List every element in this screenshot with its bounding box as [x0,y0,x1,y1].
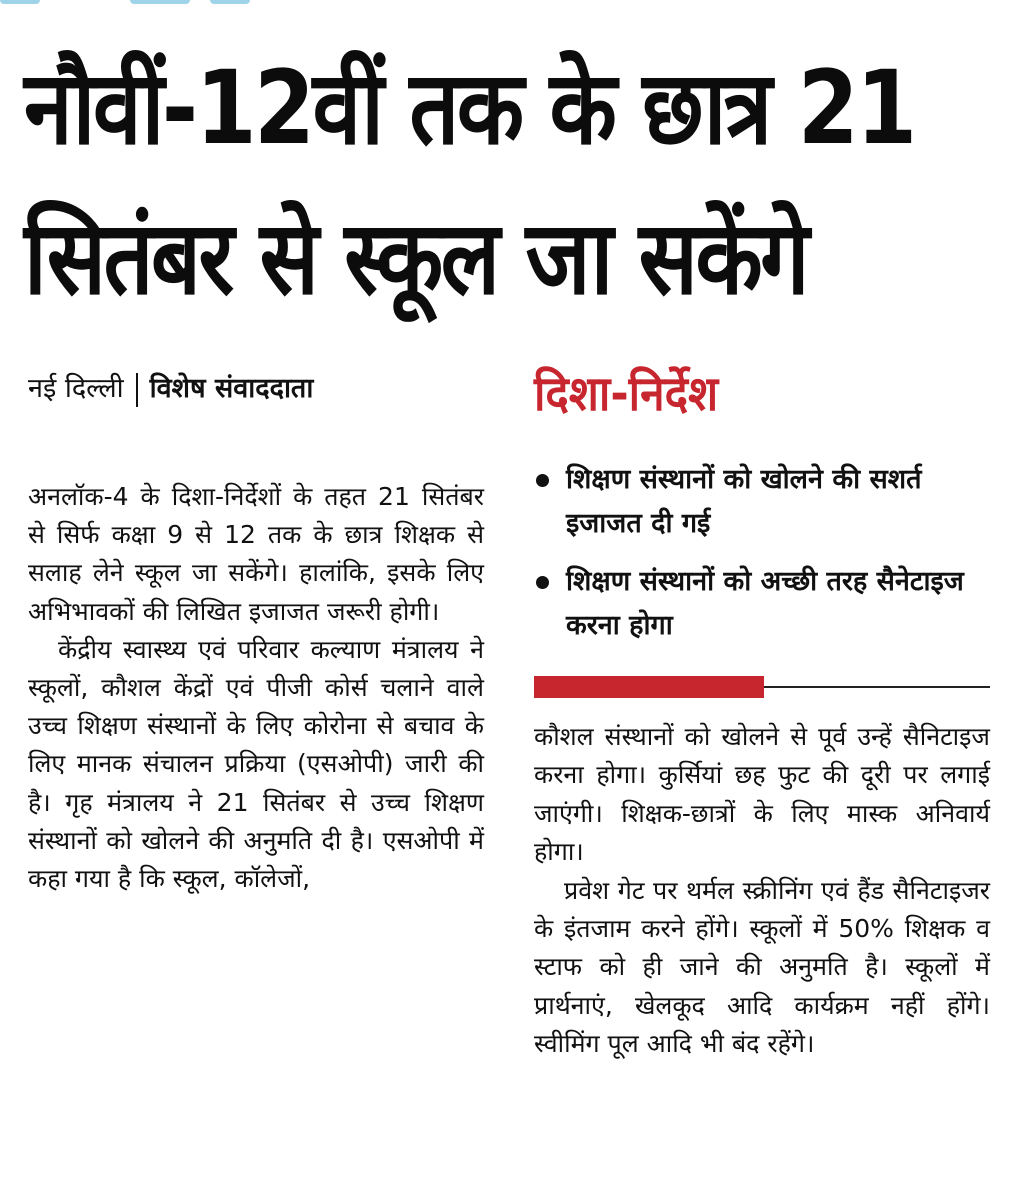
byline-separator [136,373,138,407]
sidebar-title: दिशा-निर्देश [534,366,719,422]
article-paragraph: प्रवेश गेट पर थर्मल स्क्रीनिंग एवं हैंड सैनिटाइजर के इंतजाम करने होंगे। स्कूलों में 50% शिक्षक व स्टाफ को ही जाने की अनुमति है। स्कूलों में प्रार्थनाएं, खेलकूद आदि कार्यक्रम नहीं होंगे। स्वीमिंग पूल आदि भी बंद रहेंगे। [534,875,990,1059]
article-paragraph: कौशल संस्थानों को खोलने से पूर्व उन्हें सैनिटाइज करना होगा। कुर्सियां छह फुट की दूरी पर लगाई जाएंगी। शिक्षक-छात्रों के लिए मास्क अनिवार्य होगा। [534,722,990,867]
article-paragraph: अनलॉक-4 के दिशा-निर्देशों के तहत 21 सितंबर से सिर्फ कक्षा 9 से 12 तक के छात्र शिक्षक से सलाह लेने स्कूल जा सकेंगे। हालांकि, इसके लिए अभिभावकों की लिखित इजाजत जरूरी होगी। [28,482,484,626]
sidebar-bullet [536,458,986,546]
sidebar-bullet-list [536,458,986,662]
bullet-dot-icon [536,576,549,589]
top-color-strip [0,0,1011,8]
divider-line [764,686,990,688]
headline-line-1: नौवीं-12वीं तक के छात्र 21 [24,49,915,168]
article-left-column [28,478,484,898]
article-right-column [534,718,990,1064]
headline-line-2: सितंबर से स्कूल जा सकेंगे [24,199,807,318]
section-divider [534,676,990,698]
byline [28,368,508,407]
divider-accent-bar [534,676,764,698]
sidebar-bullet-text: शिक्षण संस्थानों को खोलने की सशर्त इजाजत दी गई [566,464,922,539]
sidebar-bullet-text: शिक्षण संस्थानों को अच्छी तरह सैनेटाइज करना होगा [566,566,964,641]
sidebar-bullet [536,560,986,648]
article-paragraph: केंद्रीय स्वास्थ्य एवं परिवार कल्याण मंत्रालय ने स्कूलों, कौशल केंद्रों एवं पीजी कोर्स चलाने वाले उच्च शिक्षण संस्थानों के लिए कोरोना से बचाव के लिए मानक संचालन प्रक्रिया (एसओपी) जारी की है। गृह मंत्रालय ने 21 सितंबर से उच्च शिक्षण संस्थानों को खोलने की अनुमति दी है। एसओपी में कहा गया है कि स्कूल, कॉलेजों, [28,634,484,894]
byline-author: विशेष संवाददाता [149,373,314,404]
headline [24,34,915,334]
bullet-dot-icon [536,474,549,487]
byline-place: नई दिल्ली [28,373,124,404]
